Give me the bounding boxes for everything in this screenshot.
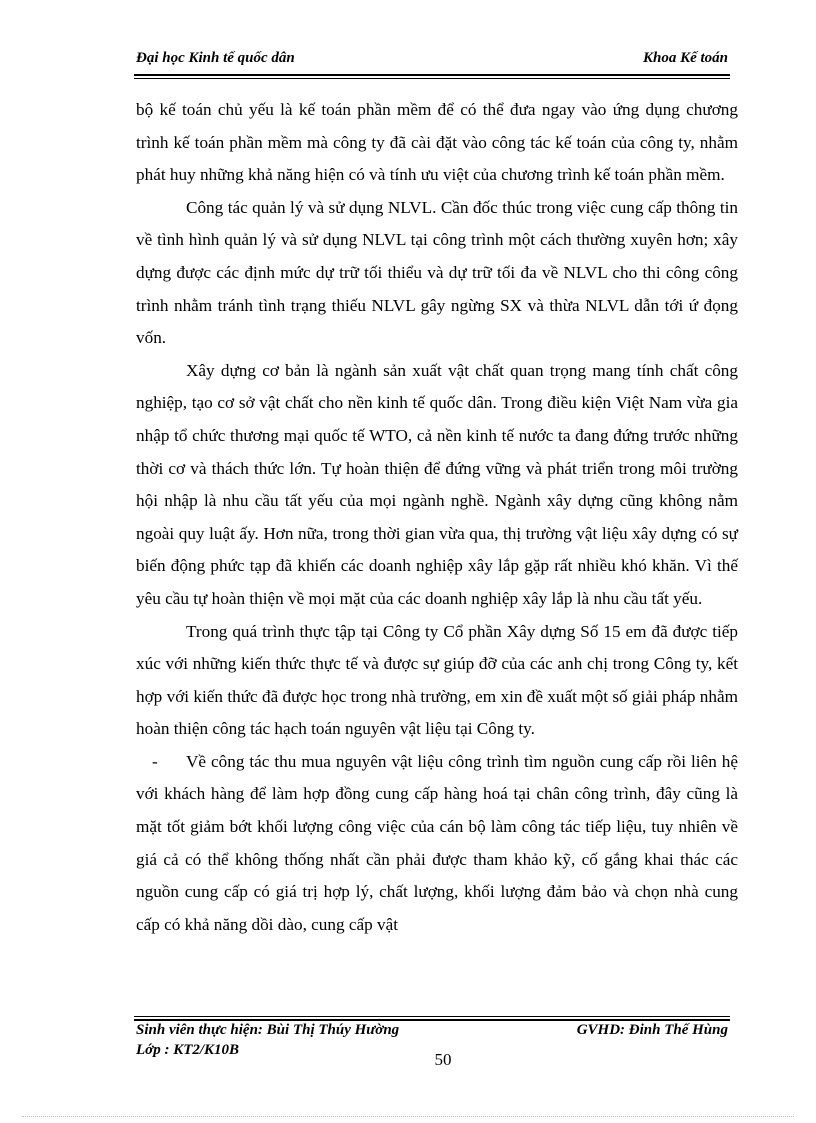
bullet-item-purchasing	[136, 746, 738, 942]
footer-student: Sinh viên thực hiện: Bùi Thị Thúy Hường	[136, 1022, 400, 1038]
header-faculty: Khoa Kế toán	[642, 50, 728, 66]
header-divider	[134, 74, 730, 79]
paragraph-material-management: Công tác quản lý và sử dụng NLVL. Cần đốc thúc trong việc cung cấp thông tin về tình hình quản lý và sử dụng NLVL tại công trình một cách thường xuyên hơn; xây dựng được các định mức dự trữ tối thiểu và dự trữ tối đa về NLVL cho thi công công trình nhằm tránh tình trạng thiếu NLVL gây ngừng SX và thừa NLVL dẫn tới ứ đọng vốn.	[136, 197, 738, 348]
page-bottom-border	[22, 1116, 794, 1117]
paragraph-internship: Trong quá trình thực tập tại Công ty Cổ phần Xây dựng Số 15 em đã được tiếp xúc với những kiến thức thực tế và được sự giúp đỡ của các anh chị trong Công ty, kết hợp với kiến thức đã được học trong nhà trường, em xin đề xuất một số giải pháp nhằm hoàn thiện công tác hạch toán nguyên vật liệu tại Công ty.	[136, 621, 738, 739]
page-number: 50	[434, 1050, 452, 1069]
bullet-marker: -	[152, 751, 158, 771]
header-university: Đại học Kinh tế quốc dân	[136, 50, 295, 66]
document-body	[136, 94, 738, 941]
paragraph-construction-industry: Xây dựng cơ bản là ngành sản xuất vật chất quan trọng mang tính chất công nghiệp, tạo cơ sở vật chất cho nền kinh tế quốc dân. Trong điều kiện Việt Nam vừa gia nhập tổ chức thương mại quốc tế WTO, cả nền kinh tế nước ta đang đứng trước những thời cơ và thách thức lớn. Tự hoàn thiện để đứng vững và phát triển trong môi trường hội nhập là nhu cầu tất yếu của mọi ngành nghề. Ngành xây dựng cũng không nằm ngoài quy luật ấy. Hơn nữa, trong thời gian vừa qua, thị trường vật liệu xây dựng có sự biến động phức tạp đã khiến các doanh nghiệp xây lắp gặp rất nhiều khó khăn. Vì thế yêu cầu tự hoàn thiện về mọi mặt của các doanh nghiệp xây lắp là nhu cầu tất yếu.	[136, 360, 738, 608]
paragraph-continuation: bộ kế toán chủ yếu là kế toán phần mềm để có thể đưa ngay vào ứng dụng chương trình kế toán phần mềm mà công ty đã cài đặt vào công tác kế toán của công ty, nhằm phát huy những khả năng hiện có và tính ưu việt của chương trình kế toán phần mềm.	[136, 100, 738, 185]
footer-advisor: GVHD: Đinh Thế Hùng	[576, 1022, 728, 1038]
footer-divider	[134, 1016, 730, 1021]
footer-class: Lớp : KT2/K10B	[136, 1042, 240, 1058]
bullet-text: Về công tác thu mua nguyên vật liệu công trình tìm nguồn cung cấp rồi liên hệ với khách hàng để làm hợp đồng cung cấp hàng hoá tại chân công trình, đây cũng là mặt tốt giảm bớt khối lượng công việc của cán bộ làm công tác tiếp liệu, tuy nhiên về giá cả có thể không thống nhất cần phải được tham khảo kỹ, cố gắng khai thác các nguồn cung cấp có giá trị hợp lý, chất lượng, khối lượng đảm bảo và chọn nhà cung cấp có khả năng dồi dào, cung cấp vật	[136, 751, 738, 934]
